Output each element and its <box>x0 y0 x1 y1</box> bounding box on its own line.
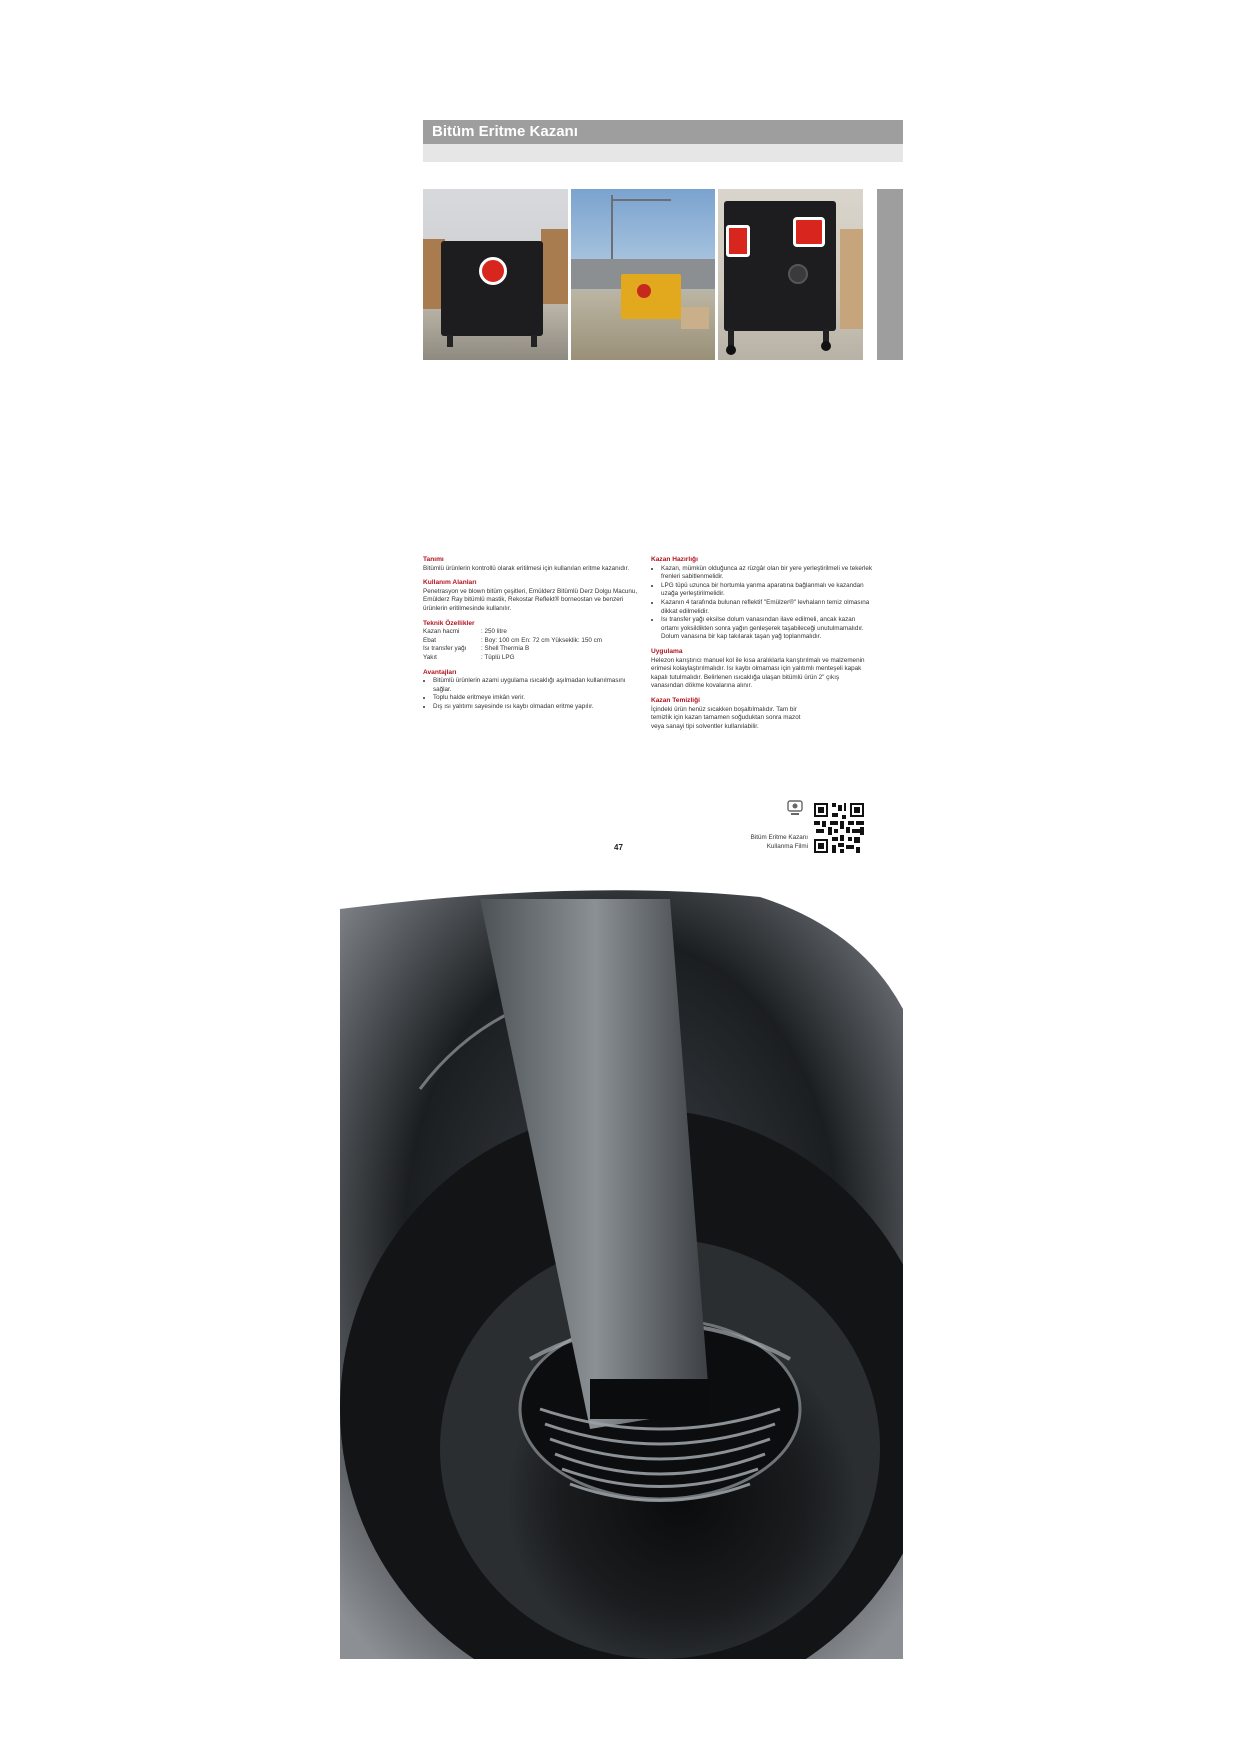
photo-molten-bitumen <box>340 889 903 1659</box>
page-number: 47 <box>614 843 623 852</box>
section-text-tanim: Bitümlü ürünlerin kontrollü olarak eritilmesi için kullanılan eritme kazanıdır. <box>423 564 630 572</box>
section-heading-temizlik: Kazan Temizliği <box>651 696 700 704</box>
spec-value: : Boy: 100 cm En: 72 cm Yükseklik: 150 cm <box>481 636 602 644</box>
spec-row <box>423 645 602 654</box>
spec-row <box>423 637 602 646</box>
section-heading-kullanim: Kullanım Alanları <box>423 579 477 587</box>
section-heading-hazirlik: Kazan Hazırlığı <box>651 556 698 563</box>
spec-key: Isı transfer yağı <box>423 645 467 653</box>
list-item: • Bitümlü ürünlerin azami uygulama ısıcaklığı aşılmadan kullanılmasını sağlar. <box>433 677 643 694</box>
list-item: • Toplu halde eritmeye imkân verir. <box>433 694 643 703</box>
spec-row <box>423 654 602 663</box>
advantages-list <box>423 677 643 711</box>
list-item: • Dış ısı yalıtımı sayesinde ısı kaybı olmadan eritme yapılır. <box>433 703 643 712</box>
spec-row <box>423 628 602 637</box>
spec-key: Yakıt <box>423 653 437 661</box>
section-heading-avantajlar: Avantajları <box>423 668 457 676</box>
list-item: • Kazanın 4 tarafında bulunan reflektif "Emülzer®" levhaların temiz olmasına dikkat edilmelidir. <box>661 599 873 616</box>
title-underbar <box>423 144 903 162</box>
section-text-uygulama: Helezon karıştırıcı manuel kol ile kısa aralıklarla karıştırılmalı ve malzemenin erimesi kolaylaştırılmalıdır. Isı kaybı olmaması için yalıtımlı menteşeli kapak kapalı tutulmalıdır. Belirlenen ısıcaklığa ulaşan bitümlü ürün 2" çıkış vanasından dökme kovalarına alınır. <box>651 656 865 690</box>
spec-value: : Shell Thermia B <box>481 645 530 653</box>
page-title: Bitüm Eritme Kazanı <box>432 123 578 140</box>
qr-code[interactable] <box>814 803 864 853</box>
list-item: • Isı transfer yağı eksilse dolum vanasından ilave edilmeli, ancak kazan ortamı yoksildikten sonra yağın genleşerek taşabileceği unutulmamalıdır. Dolum vanasına bir kap takılarak taşan yağ toplanmalıdır. <box>661 616 873 642</box>
list-item: • LPG tüpü uzunca bir hortumla yanma aparatına bağlanmalı ve kazandan uzağa yerleştirilmelidir. <box>661 582 873 599</box>
section-heading-uygulama: Uygulama <box>651 647 683 655</box>
text-column-left <box>423 556 643 712</box>
section-heading-teknik: Teknik Özellikler <box>423 619 475 627</box>
spec-key: Kazan hacmi <box>423 628 460 636</box>
section-text-kullanim: Penetrasyon ve blown bitüm çeşitleri, Emülderz Bitümlü Derz Dolgu Macunu, Emülderz Ray bitümlü mastik, Rekostar Reflekt® borneostan ve benzeri ürünlerin eritilmesinde kullanılır. <box>423 587 638 612</box>
scan-icon <box>786 800 804 816</box>
qr-caption-line2: Kullanma Filmi <box>766 842 808 850</box>
list-item: • Kazan, mümkün olduğunca az rüzgâr olan bir yere yerleştirilmeli ve tekerlek frenleri sabitlenmelidir. <box>661 565 873 582</box>
preparation-list <box>651 565 873 642</box>
qr-caption-line1: Bitüm Eritme Kazanı <box>750 834 808 841</box>
spec-table <box>423 628 602 662</box>
spec-value: : 250 litre <box>481 628 507 636</box>
spec-key: Ebat <box>423 636 436 644</box>
photo-boiler-warehouse <box>423 189 568 360</box>
photo-boiler-closeup <box>718 189 863 360</box>
spec-value: : Tüplü LPG <box>481 653 515 661</box>
text-column-right <box>651 556 873 731</box>
section-heading-tanim: Tanımı <box>423 556 444 563</box>
photo-boiler-construction-site <box>571 189 715 360</box>
qr-caption <box>720 834 808 851</box>
section-text-temizlik: İçindeki ürün henüz sıcakken boşaltılmalıdır. Tam bir temizlik için kazan tamamen soğuduktan sonra mazot veya sanayi tipi solventler kullanılabilir. <box>651 705 801 730</box>
photo-strip-tab <box>877 189 903 360</box>
